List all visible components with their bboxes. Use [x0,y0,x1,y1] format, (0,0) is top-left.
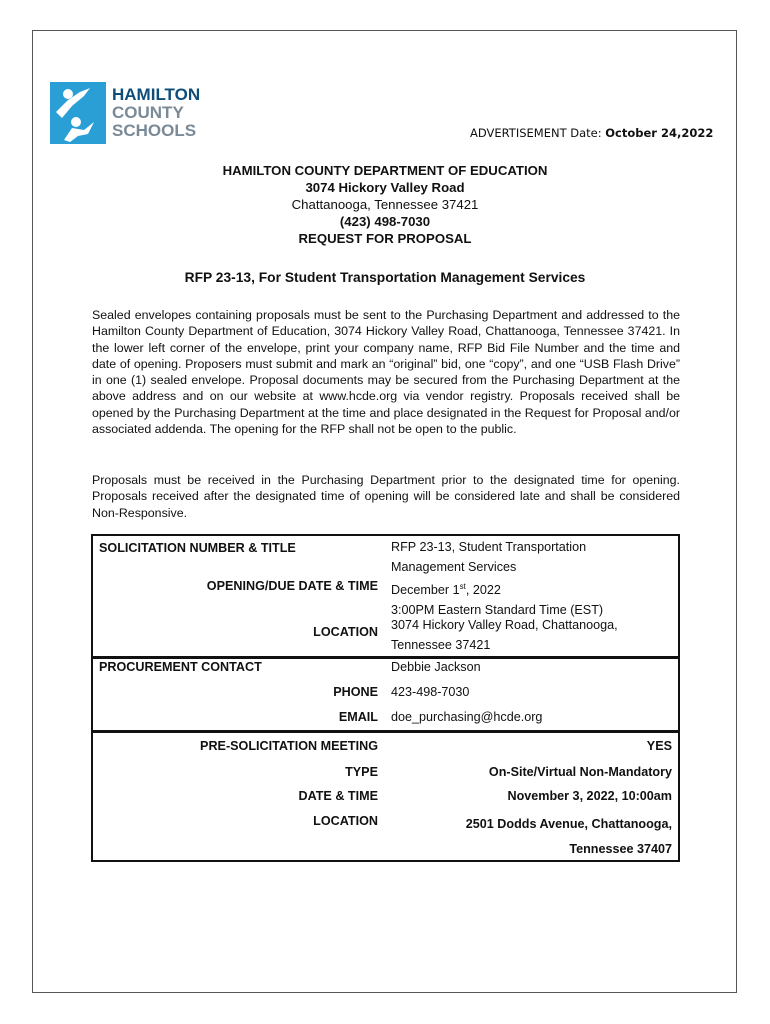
phone-value: 423-498-7030 [391,685,470,699]
solicitation-info-table [91,534,680,862]
deadline-paragraph: Proposals must be received in the Purchasing Department prior to the designated time for opening. Proposals received after the designated time of opening will be considered late and shall be considered Non-Responsive. [92,473,680,520]
location-label: LOCATION [313,625,378,639]
org-name: HAMILTON COUNTY DEPARTMENT OF EDUCATION [222,163,548,178]
solicitation-value [391,538,586,577]
meeting-location-line2: Tennessee 37407 [569,842,672,856]
table-divider [93,656,678,659]
phone-label: PHONE [333,685,378,699]
rfp-title: RFP 23-13, For Student Transportation Management Services [184,270,586,285]
location-value-line1: 3074 Hickory Valley Road, Chattanooga, [391,618,618,632]
logo-wordmark [112,86,200,140]
advertisement-date [470,126,713,140]
solicitation-value-line2: Management Services [391,559,517,574]
meeting-label: PRE-SOLICITATION MEETING [200,739,378,753]
meeting-location-label: LOCATION [313,814,378,828]
org-street: 3074 Hickory Valley Road [305,180,465,195]
meeting-location-value [466,812,672,862]
opening-date-label: OPENING/DUE DATE & TIME [206,579,378,593]
datetime-value: November 3, 2022, 10:00am [507,789,672,803]
datetime-label: DATE & TIME [298,789,378,803]
logo-figure-icon [50,82,106,144]
logo-line-schools: SCHOOLS [112,121,197,140]
solicitation-value-line1: RFP 23-13, Student Transportation [391,540,587,554]
meeting-location-line1: 2501 Dodds Avenue, Chattanooga, [465,817,672,831]
type-value: On-Site/Virtual Non-Mandatory [488,765,672,779]
opening-date-value [391,577,603,620]
logo-line-county: COUNTY [112,103,184,122]
solicitation-label: SOLICITATION NUMBER & TITLE [99,541,296,555]
opening-date-line [391,577,603,601]
org-city: Chattanooga, Tennessee 37421 [291,197,479,212]
location-value-line2: Tennessee 37421 [391,637,491,652]
opening-time: 3:00PM Eastern Standard Time (EST) [391,602,604,617]
location-value [391,616,618,655]
contact-label: PROCUREMENT CONTACT [99,660,262,674]
advertisement-date-value: October 24,2022 [605,126,714,140]
email-label: EMAIL [338,710,378,724]
type-label: TYPE [345,765,378,779]
opening-date-sup: st [459,582,466,591]
instructions-paragraph: Sealed envelopes containing proposals must be sent to the Purchasing Department and addressed to the Hamilton County Department of Education, 3074 Hickory Valley Road, Chattanooga, Tennessee 37421. In the lower left corner of the envelope, print your company name, RFP Bid File Number and the time and date of opening. Proposers must submit and mark an “original” bid, one “copy”, and one “USB Flash Drive” in one (1) sealed envelope. Proposal documents may be secured from the Purchasing Department at the above address and on our website at www.hcde.org via vendor registry. Proposals received shall be opened by the Purchasing Department at the time and place designated in the Request for Proposal and/or associated addenda. The opening for the RFP shall not be open to the public. [92,308,680,437]
logo-line-hamilton: HAMILTON [112,85,201,104]
email-value: doe_purchasing@hcde.org [391,710,543,724]
doc-type: REQUEST FOR PROPOSAL [298,231,472,246]
advertisement-label: ADVERTISEMENT Date: [470,126,602,140]
hamilton-county-schools-logo [50,82,210,144]
table-divider [93,730,678,733]
opening-date-post: , 2022 [465,583,501,598]
contact-value: Debbie Jackson [391,660,481,674]
opening-date-pre: December 1 [391,583,460,598]
meeting-value: YES [646,739,672,753]
org-phone: (423) 498-7030 [339,214,431,229]
document-header [92,162,678,247]
